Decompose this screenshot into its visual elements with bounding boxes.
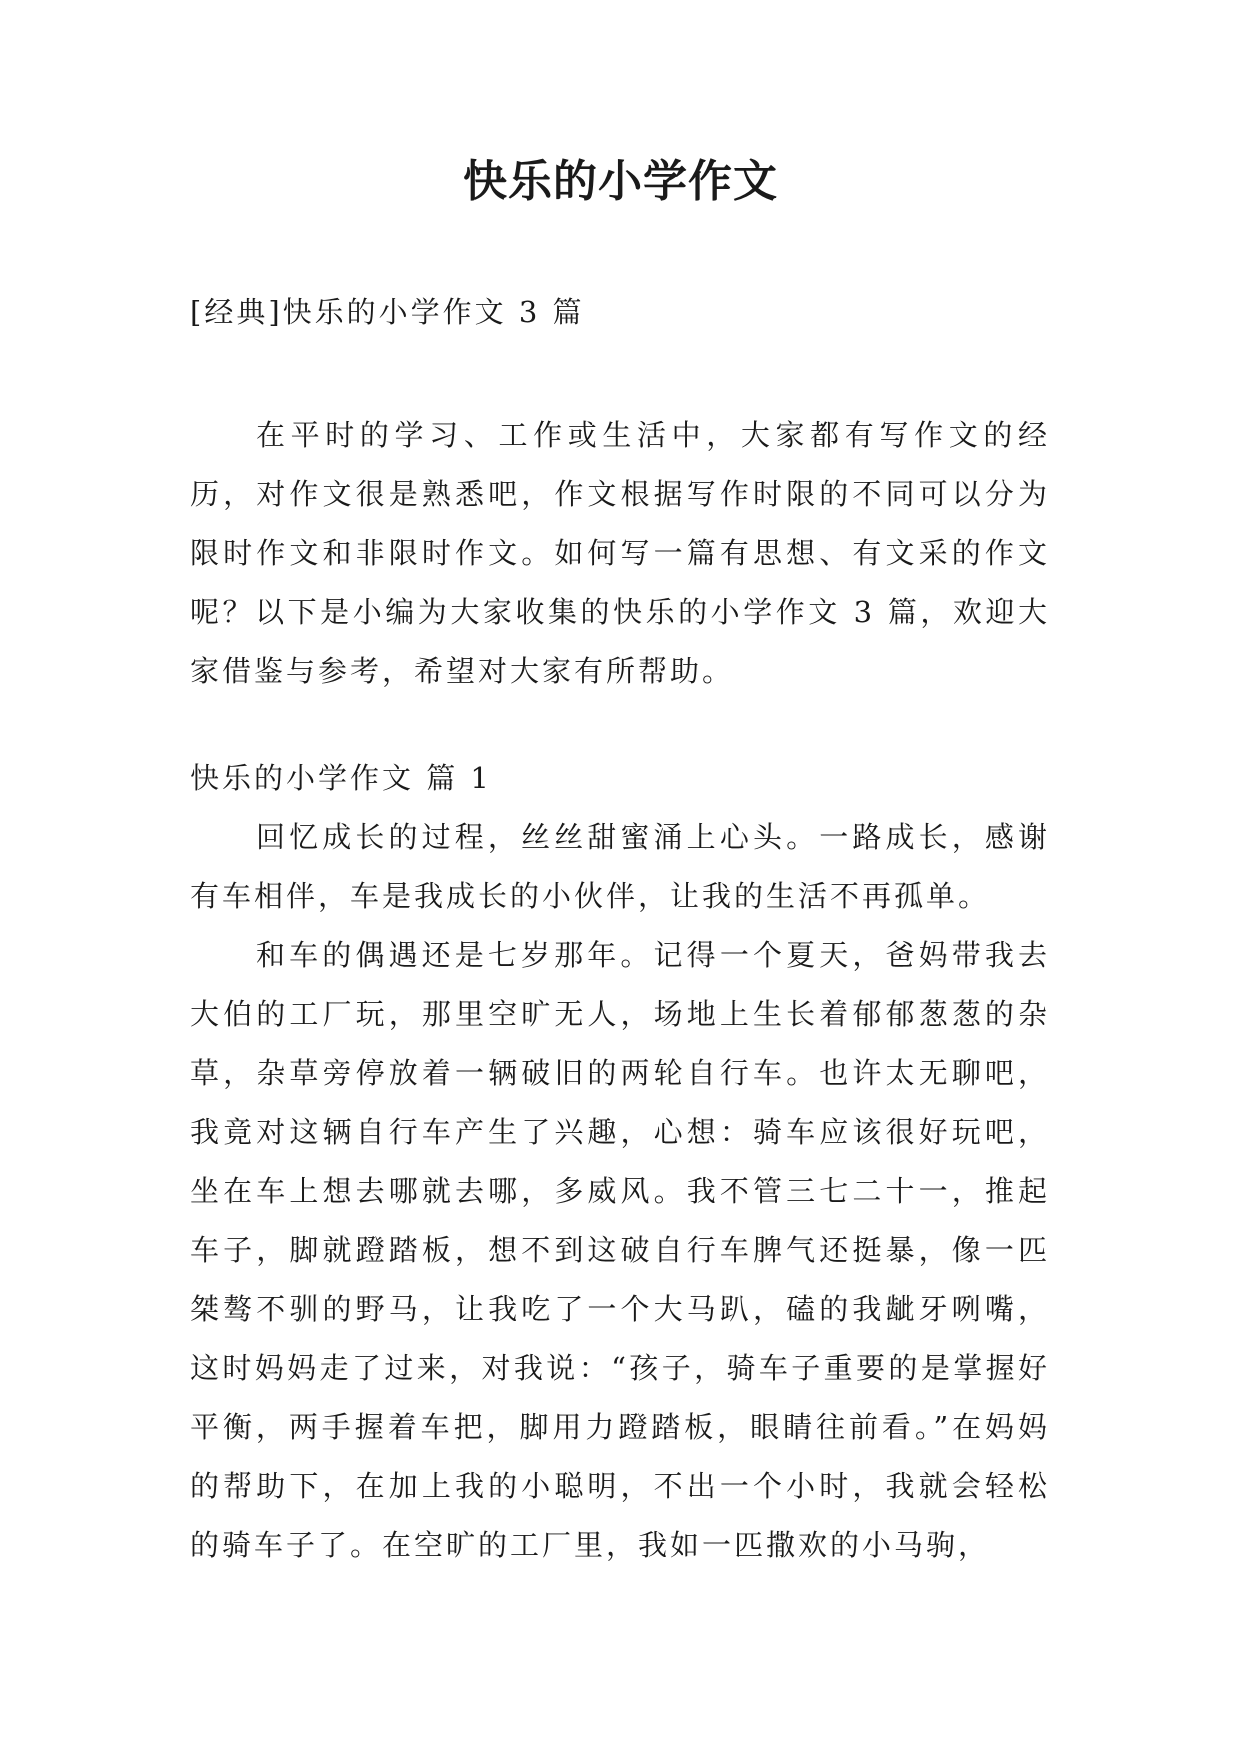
essay-body bbox=[190, 808, 1050, 1575]
essay-paragraph-2: 和车的偶遇还是七岁那年。记得一个夏天，爸妈带我去大伯的工厂玩，那里空旷无人，场地上生长着郁郁葱葱的杂草，杂草旁停放着一辆破旧的两轮自行车。也许太无聊吧，我竟对这辆自行车产生了兴趣，心想：骑车应该很好玩吧，坐在车上想去哪就去哪，多威风。我不管三七二十一，推起车子，脚就蹬踏板，想不到这破自行车脾气还挺暴，像一匹桀骜不驯的野马，让我吃了一个大马趴，磕的我龇牙咧嘴，这时妈妈走了过来，对我说：“孩子，骑车子重要的是掌握好平衡，两手握着车把，脚用力蹬踏板，眼睛往前看。”在妈妈的帮助下，在加上我的小聪明，不出一个小时，我就会轻松的骑车子了。在空旷的工厂里，我如一匹撒欢的小马驹， bbox=[190, 938, 1050, 1562]
intro-paragraph: 在平时的学习、工作或生活中，大家都有写作文的经历，对作文很是熟悉吧，作文根据写作时限的不同可以分为限时作文和非限时作文。如何写一篇有思想、有文采的作文呢？以下是小编为大家收集的快乐的小学作文 3 篇，欢迎大家借鉴与参考，希望对大家有所帮助。 bbox=[190, 418, 1050, 688]
section-heading: 快乐的小学作文 篇 1 bbox=[190, 761, 492, 795]
document-subtitle: [经典]快乐的小学作文 3 篇 bbox=[190, 295, 585, 329]
essay-paragraph-1: 回忆成长的过程，丝丝甜蜜涌上心头。一路成长，感谢有车相伴，车是我成长的小伙伴，让我的生活不再孤单。 bbox=[190, 820, 1050, 913]
document-title: 快乐的小学作文 bbox=[463, 156, 778, 207]
intro-block bbox=[190, 406, 1050, 701]
